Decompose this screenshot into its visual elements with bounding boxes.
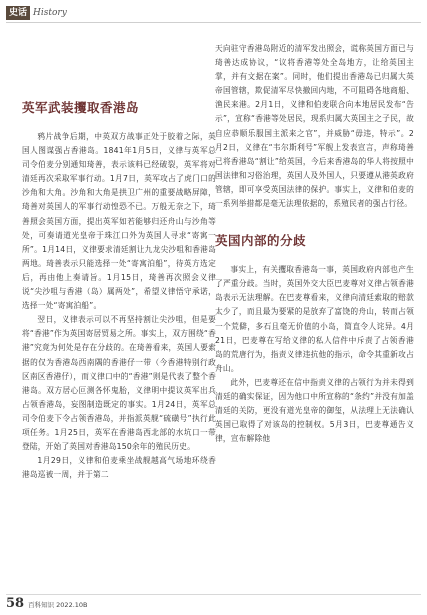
magazine-issue: 百科知识 2022.10B: [28, 601, 88, 609]
section-english-label: History: [33, 8, 67, 18]
section-badge: 史话: [6, 6, 30, 20]
footer-divider: [6, 594, 421, 595]
paragraph: 此外，巴麦尊还在信中指责义律的占领行为并未得到清廷的确实保证，因为他口中所宣称的“条约”并没有加盖清廷的关防，更没有道光皇帝的御玺，从法理上无法确认英国已取得了对该岛的控制权。5月3日，巴麦尊通告义律，宣布解除他: [215, 377, 414, 444]
header-divider: [6, 22, 421, 23]
paragraph: 翌日，义律表示可以不再坚持割让尖沙咀，但是要将“香港”作为英国寄居贸易之所。事实上，双方围绕“香港”究竟为何处是存在分歧的。在琦善看来，英国人要索据的仅为香港岛西南隅的香港仔一带（今香港特别行政区南区香港仔），而义律口中的“香港”则是代表了整个香港岛。双方居心叵测各怀鬼胎，义律明中提议英军出兵占领香港岛，妄图制造既定的事实。1月24日，英军总司令伯麦下令占领香港岛，并指派英舰“硫磺号”执行此项任务。1月25日，英军在香港岛西北部的水坑口一带登陆，开始了英国对香港岛150余年的殖民历史。: [22, 315, 216, 452]
section-header: [6, 5, 67, 21]
page-number: 58: [6, 596, 25, 611]
article-heading-1: 英军武装攫取香港岛: [22, 100, 140, 115]
right-column: [215, 42, 414, 446]
paragraph: 鸦片战争后期，中英双方战事正处于胶着之际，英国人图谋强占香港岛。1841年1月5日，义律与英军总司令伯麦分别通知琦善，表示该料已经破裂，英军将对清廷再次采取军事行动。1月7日，英军攻占了虎门口的沙角和大角。沙角和大角是拱卫广州的重要战略屏障，琦善对英国人的军事行动惶恐不已。万般无奈之下，琦善照会英国方面，提出英军如若能够归还舟山与沙角等处，可奏请道光皇帝于珠江口外为英国人寻求“寄寓一所”。1月14日，义律要求清廷割让九龙尖沙咀和香港岛两地。琦善表示只能选择一处“寄寓泊船”，待英方选定后，再由他上奏请旨。1月15日，琦善再次照会义律说“尖沙咀与香港（岛）属两处”，希望义律悟守承诺，选择一处“寄寓泊船”。: [22, 132, 216, 311]
paragraph: 事实上，有关攫取香港岛一事，英国政府内部也产生了严重分歧。当时，英国外交大臣巴麦尊对义律占领香港岛表示无法理解。在巴麦尊看来，义律向清廷索取的赔款太少了，而且最为要紧的是放弃了富饶的舟山，转而占领一个荒僻，多石且毫无价值的小岛，简直令人诧异。4月21日，巴麦尊在写给义律的私人信件中斥责了占领香港岛的荒唐行为，指责义律违抗他的指示，命令其重新攻占舟山。: [215, 265, 414, 373]
paragraph: 1月29日，义律和伯麦乘坐战舰越高气场地环绕香港岛巡被一周，并于第二: [22, 456, 216, 480]
page-footer: [6, 596, 88, 611]
left-column: [22, 42, 216, 482]
paragraph: 天向驻守香港岛附近的清军发出照会，谎称英国方面已与琦善达成协议，“议将香港等处全岛地方，让给英国主掌，并有文据在案”。同时，他们提出香港岛已归属大英帝国管辖，欺促清军尽快撤回内地，不可阻碍各地商船、渔民来港。2月1日，义律和伯麦联合向本地居民发布“告示”，宣称“香港等处居民，现系归属大英国主之子民，故自应恭顺乐服国主派来之官”，并威胁“毋违，特示”。2月2日，义律在“韦尔斯利号”军舰上发表宣言，声称琦善已将香港岛“割让”给英国，今后来香港岛的华人将按照中国法律和习俗治理，英国人及外国人，只要遵从港英政府管辖，即可享受英国法律的保护。事实上，义律和伯麦的一系列举措都是毫无法理依据的，系殖民者的强占行径。: [215, 44, 414, 209]
article-heading-2: 英国内部的分歧: [215, 233, 307, 249]
